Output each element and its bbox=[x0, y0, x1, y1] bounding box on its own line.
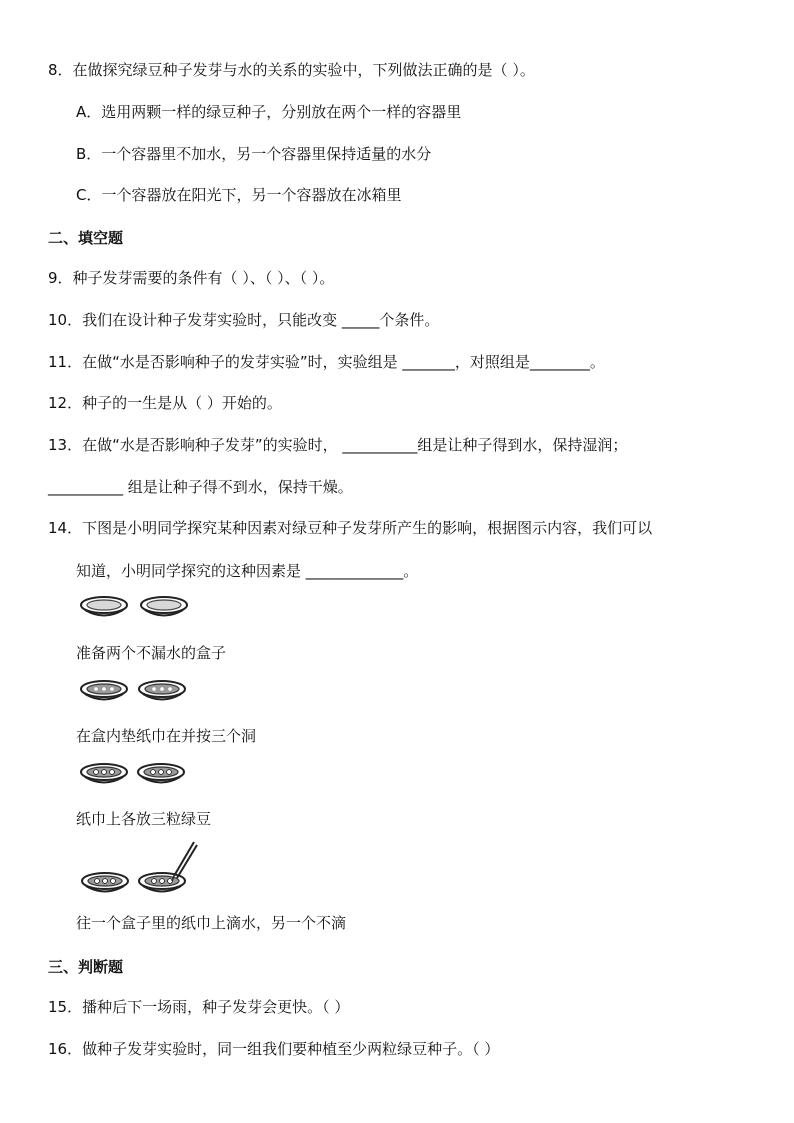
question-9: 9．种子发芽需要的条件有（ ）、（ ）、（ ）。 bbox=[48, 269, 335, 287]
section-heading-true-false: 三、判断题 bbox=[48, 958, 124, 976]
step-3-caption: 纸巾上各放三粒绿豆 bbox=[76, 810, 212, 828]
step-4-caption: 往一个盒子里的纸巾上滴水，另一个不滴 bbox=[76, 914, 347, 932]
box-with-beans-icon bbox=[136, 761, 186, 791]
question-8-stem: 8．在做探究绿豆种子发芽与水的关系的实验中，下列做法正确的是（ ）。 bbox=[48, 61, 535, 79]
box-with-beans-icon bbox=[79, 761, 129, 791]
box-with-beans-icon bbox=[80, 870, 130, 900]
step-2-caption: 在盒内垫纸巾在并按三个洞 bbox=[76, 727, 257, 745]
question-14-line-1: 14．下图是小明同学探究某种因素对绿豆种子发芽所产生的影响，根据图示内容，我们可以 bbox=[48, 519, 653, 537]
question-8-option-c: C．一个容器放在阳光下，另一个容器放在冰箱里 bbox=[76, 186, 402, 204]
dropper-icon bbox=[168, 840, 198, 882]
question-8-option-b: B．一个容器里不加水，另一个容器里保持适量的水分 bbox=[76, 145, 432, 163]
step-1-caption: 准备两个不漏水的盒子 bbox=[76, 644, 227, 662]
question-11: 11．在做“水是否影响种子的发芽实验”时，实验组是 _______，对照组是________。 bbox=[48, 353, 605, 371]
section-heading-fill-blank: 二、填空题 bbox=[48, 229, 124, 247]
question-14-line-2: 知道，小明同学探究的这种因素是 _____________。 bbox=[76, 562, 419, 580]
box-with-tissue-icon bbox=[137, 678, 187, 708]
question-13-line-1: 13．在做“水是否影响种子发芽”的实验时， __________组是让种子得到水，保持湿润； bbox=[48, 436, 628, 454]
question-16: 16．做种子发芽实验时，同一组我们要种植至少两粒绿豆种子。（ ） bbox=[48, 1040, 500, 1058]
question-15: 15．播种后下一场雨，种子发芽会更快。（ ） bbox=[48, 998, 350, 1016]
question-8-option-a: A．选用两颗一样的绿豆种子，分别放在两个一样的容器里 bbox=[76, 103, 462, 121]
question-10: 10．我们在设计种子发芽实验时，只能改变 _____个条件。 bbox=[48, 311, 440, 329]
box-empty-icon bbox=[79, 594, 129, 624]
question-13-line-2: __________ 组是让种子得不到水，保持干燥。 bbox=[48, 478, 353, 496]
box-with-tissue-icon bbox=[79, 678, 129, 708]
box-empty-icon bbox=[139, 594, 189, 624]
question-12: 12．种子的一生是从（ ）开始的。 bbox=[48, 394, 282, 412]
